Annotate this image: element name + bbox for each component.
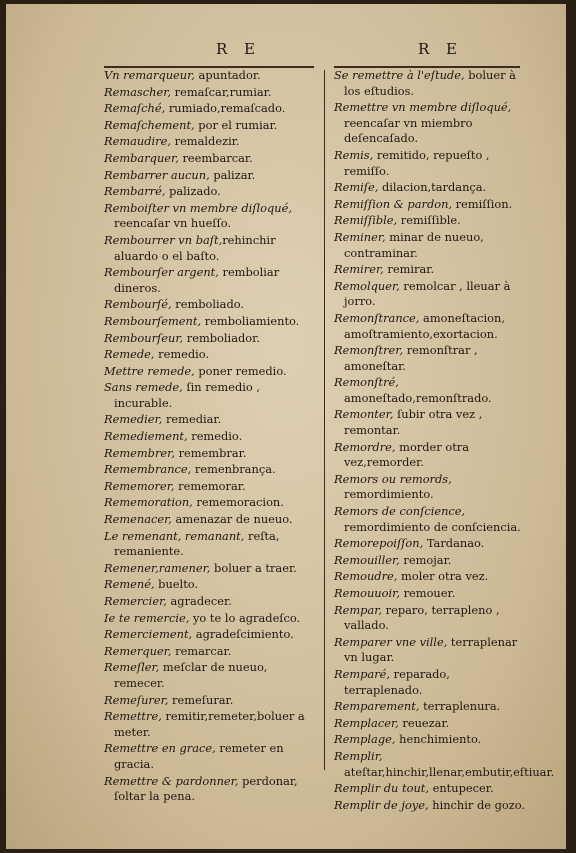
headword: Remettre en grace, [104, 741, 216, 756]
translation: palizar. [209, 167, 256, 182]
dictionary-entry [334, 667, 530, 698]
dictionary-entry [104, 660, 310, 691]
headword: Remorepoiſſon, [334, 536, 424, 551]
dictionary-entry [104, 347, 310, 363]
headword: Mettre remede, [104, 363, 195, 378]
headword: Remascher, [104, 84, 172, 99]
translation: remenbrança. [191, 462, 276, 477]
translation: remboliar dineros. [114, 265, 280, 295]
headword: Remplage, [334, 732, 396, 747]
dictionary-entry [104, 331, 310, 347]
headword: Remirer, [334, 262, 384, 277]
translation: por el rumiar. [194, 117, 278, 132]
headword: Rembourſeur, [104, 330, 184, 345]
translation: morder otra vez,remorder. [344, 439, 470, 470]
translation: rememoracion. [192, 495, 284, 510]
dictionary-entry [334, 197, 530, 213]
headword: Remerquer, [104, 643, 172, 658]
headword: Remettre & pardonner, [104, 773, 239, 788]
headword: Remonſtrer, [334, 343, 404, 358]
translation: remojar. [399, 552, 452, 567]
translation: rememorar. [174, 478, 246, 493]
headword: Rempar, [334, 602, 383, 617]
translation: rumiado,remaſcado. [165, 101, 286, 116]
headword: Remplacer, [334, 715, 399, 730]
dictionary-entry [334, 279, 530, 310]
dictionary-entry [334, 311, 530, 342]
headword: Remembrance, [104, 462, 192, 477]
dictionary-entry [104, 314, 310, 330]
translation: remitir,remeter,boluer a meter. [114, 709, 305, 739]
translation: remiſſible. [397, 213, 461, 228]
headword: Rembourrer vn baſt, [104, 232, 223, 247]
headword: Remedier, [104, 412, 163, 427]
right-column [334, 68, 555, 814]
headword: Remeſurer, [104, 692, 169, 707]
headword: Vn remarqueur, [104, 68, 195, 82]
headword: Remiſſible, [334, 213, 398, 228]
dictionary-entry [104, 201, 310, 232]
dictionary-entry [104, 611, 310, 627]
dictionary-entry [334, 603, 530, 634]
translation: remboliador. [183, 330, 260, 345]
translation: remirar. [383, 262, 435, 277]
translation: remediar. [162, 412, 222, 427]
headword: Rembourſer argent, [104, 265, 219, 280]
left-column [104, 68, 310, 806]
dictionary-entry [104, 380, 310, 411]
dictionary-entry [104, 184, 310, 200]
headword: Remouuoir, [334, 586, 400, 600]
dictionary-entry [104, 741, 310, 772]
translation: reencaſar vn miembro deſencaſado. [344, 115, 473, 146]
headword: Remboiſter vn membre diſloqué, [104, 200, 292, 215]
translation: remedio. [187, 429, 243, 444]
translation: palizado. [165, 184, 221, 199]
dictionary-entry [104, 693, 310, 709]
headword: Remener,ramener, [104, 560, 211, 575]
translation: amoneſtado,remonſtrado. [344, 390, 492, 405]
translation: remordimiento de conſciencia. [344, 519, 521, 534]
headword: Sans remede, [104, 380, 183, 395]
translation: reparo, terrapleno , vallado. [344, 602, 500, 633]
translation: ſubir otra vez , remontar. [344, 407, 483, 438]
translation: remonſtrar , amoneſtar. [344, 343, 478, 373]
dictionary-entry [334, 213, 530, 229]
book-page [6, 4, 566, 849]
translation: ſin remedio , incurable. [114, 380, 260, 410]
translation: poner remedio. [194, 363, 287, 378]
column-divider [324, 70, 325, 770]
headword: Remené, [104, 577, 155, 592]
dictionary-entry [334, 569, 530, 585]
translation: reuezar. [398, 715, 450, 730]
headword: Remiſe, [334, 180, 379, 195]
headword: Remerciement, [104, 627, 193, 642]
dictionary-entry [104, 85, 310, 101]
dictionary-entry [104, 364, 310, 380]
headword: Remplir de joye, [334, 797, 429, 812]
dictionary-entry [104, 429, 310, 445]
dictionary-entry [334, 100, 530, 147]
headword: Remordre, [334, 439, 396, 454]
translation: remolcar , lleuar à jorro. [344, 278, 511, 309]
dictionary-entry [104, 495, 310, 511]
headword: Remolquer, [334, 278, 400, 293]
dictionary-entry [334, 553, 530, 569]
headword: Remparement, [334, 699, 420, 714]
translation: reparado, terraplenado. [344, 666, 450, 697]
headword: Remaudire, [104, 134, 171, 149]
headword: Remede, [104, 347, 155, 362]
translation: remarcar. [171, 643, 232, 658]
dictionary-entry [334, 407, 530, 438]
translation: boluer à los eſtudios. [344, 68, 516, 98]
dictionary-entry [104, 561, 310, 577]
dictionary-entry [334, 504, 530, 535]
dictionary-entry [104, 512, 310, 528]
dictionary-entry [334, 699, 530, 715]
translation: apuntador. [194, 68, 261, 82]
headword: Rembarquer, [104, 150, 179, 165]
headword: Reminer, [334, 229, 386, 244]
headword: Rembarré, [104, 184, 166, 199]
headword: Remeſler, [104, 660, 160, 675]
translation: agradecer. [166, 594, 232, 608]
translation: remeter en gracia. [114, 741, 284, 771]
headword: Remonſtré, [334, 375, 399, 390]
dictionary-entry [104, 594, 310, 610]
translation: minar de nueuo, contraminar. [344, 229, 484, 260]
translation: remedio. [154, 347, 210, 362]
dictionary-entry [334, 586, 530, 602]
dictionary-entry [104, 101, 310, 117]
translation: terraplenar vn lugar. [344, 634, 518, 665]
headword: Rememoration, [104, 495, 193, 510]
headword: Rememorer, [104, 478, 175, 493]
translation: remboliamiento. [201, 313, 300, 328]
dictionary-entry [334, 68, 530, 99]
dictionary-entry [104, 412, 310, 428]
dictionary-entry [334, 781, 530, 797]
translation: remboliado. [171, 297, 245, 312]
dictionary-entry [104, 774, 310, 805]
translation: Tardanao. [423, 536, 485, 551]
translation: ateſtar,hinchir,llenar,embutir,eſtiuar. [344, 764, 555, 779]
dictionary-entry [334, 375, 530, 406]
headword: Remors de conſcience, [334, 504, 466, 519]
dictionary-entry [334, 716, 530, 732]
dictionary-entry [334, 748, 555, 780]
translation: remeſurar. [168, 692, 234, 707]
translation: entupecer. [428, 781, 494, 796]
translation: rehinchir aluardo o el baſto. [114, 232, 276, 263]
translation: dilacion,tardança. [378, 180, 487, 195]
headword: Remettre, [104, 709, 162, 724]
dictionary-entry [104, 462, 310, 478]
headword: Remonſtrance, [334, 310, 420, 325]
headword: Rembourſement, [104, 313, 202, 328]
dictionary-entry [104, 644, 310, 660]
headword: Remplir du tout, [334, 781, 429, 796]
headword: Remonter, [334, 407, 394, 422]
translation: moler otra vez. [397, 569, 489, 584]
dictionary-entry [104, 577, 310, 593]
translation: remouer. [399, 586, 456, 600]
translation: hinchir de gozo. [428, 797, 526, 812]
dictionary-entry [104, 627, 310, 643]
translation: buelto. [154, 577, 199, 592]
headword: Remediement, [104, 429, 188, 444]
left-running-head: R E [216, 40, 262, 58]
dictionary-entry [334, 732, 530, 748]
dictionary-entry [104, 134, 310, 150]
headword: Remors ou remords, [334, 471, 452, 486]
headword: Remouiller, [334, 552, 400, 567]
headword: Remaſché, [104, 101, 166, 116]
translation: perdonar, ſoltar la pena. [114, 773, 298, 804]
dictionary-entry [334, 472, 530, 503]
translation: reencaſar vn hueſſo. [114, 216, 232, 231]
translation: meſclar de nueuo, remecer. [114, 660, 268, 690]
translation: remaſcar,rumiar. [171, 84, 272, 99]
translation: amenazar de nueuo. [171, 512, 293, 527]
headword: Remaſchement, [104, 117, 195, 132]
dictionary-entry [334, 230, 530, 261]
headword: Ie te remercie, [104, 610, 190, 625]
translation: remaldezir. [171, 134, 240, 149]
dictionary-entry [104, 168, 310, 184]
translation: remiſſion. [452, 196, 513, 211]
headword: Remis, [334, 147, 374, 162]
dictionary-entry [104, 265, 310, 296]
headword: Remoudre, [334, 569, 398, 584]
translation: reembarcar. [178, 150, 253, 165]
translation: henchimiento. [395, 732, 482, 747]
headword: Remplir, [334, 748, 383, 763]
translation: boluer a traer. [210, 560, 297, 575]
translation: agradeſcimiento. [192, 627, 294, 642]
dictionary-entry [334, 262, 530, 278]
headword: Remembrer, [104, 445, 175, 460]
dictionary-entry [104, 68, 310, 84]
dictionary-entry [104, 479, 310, 495]
headword: Rembarrer aucun, [104, 167, 210, 182]
translation: remitido, repueſto , remiſſo. [344, 147, 490, 178]
dictionary-entry [334, 536, 530, 552]
headword: Le remenant, remanant, [104, 528, 245, 543]
translation: remembrar. [174, 445, 247, 460]
headword: Remercier, [104, 594, 167, 608]
dictionary-entry [334, 635, 530, 666]
translation: terraplenura. [419, 699, 501, 714]
dictionary-entry [104, 151, 310, 167]
dictionary-entry [104, 118, 310, 134]
headword: Remparé, [334, 666, 391, 681]
headword: Se remettre à l'eſtude, [334, 68, 465, 82]
dictionary-entry [334, 148, 530, 179]
dictionary-entry [334, 798, 530, 814]
translation: amoneſtacion, amoſtramiento,exortacion. [344, 310, 505, 341]
dictionary-entry [334, 440, 530, 471]
dictionary-entry [104, 446, 310, 462]
translation: remordimiento. [344, 487, 434, 502]
headword: Remettre vn membre diſloqué, [334, 100, 512, 115]
headword: Remiſſion & pardon, [334, 196, 453, 211]
dictionary-entry [334, 180, 530, 196]
dictionary-entry [104, 297, 310, 313]
dictionary-entry [104, 529, 310, 560]
dictionary-entry [334, 343, 530, 374]
translation: reſta, remaniente. [114, 528, 280, 559]
dictionary-entry [104, 709, 310, 740]
headword: Rembourſé, [104, 297, 172, 312]
headword: Remparer vne ville, [334, 634, 448, 649]
right-running-head: R E [418, 40, 464, 58]
headword: Remenacer, [104, 512, 172, 527]
dictionary-entry [104, 233, 310, 264]
translation: yo te lo agradeſco. [189, 610, 301, 625]
